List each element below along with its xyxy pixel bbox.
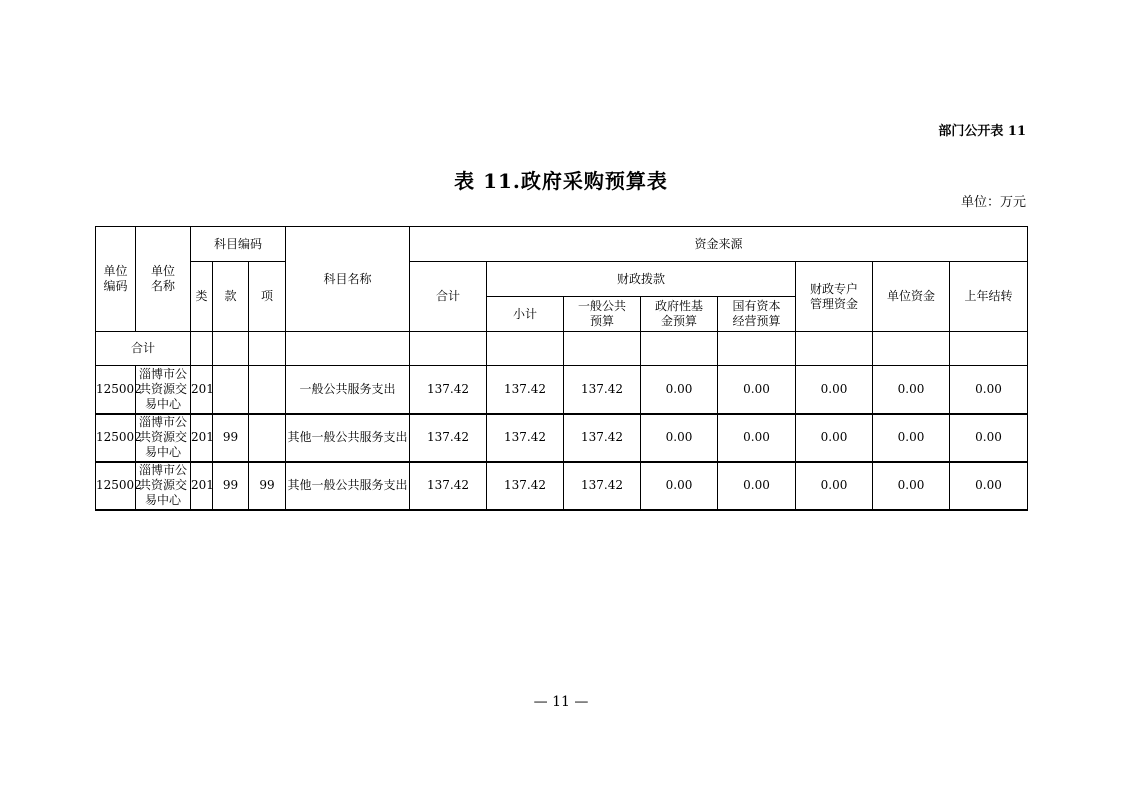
cell-kuan: 99: [213, 462, 249, 510]
header-kuan: 款: [213, 262, 249, 332]
cell-unit-code: 125002: [96, 366, 136, 414]
cell-unit-name: 淄博市公共资源交易中心: [136, 414, 191, 462]
cell-state-capital-budget: 0.00: [718, 414, 796, 462]
cell-unit-funds: 0.00: [873, 462, 950, 510]
cell-lei: 201: [191, 414, 213, 462]
cell-lei: 201: [191, 366, 213, 414]
cell-fiscal-special: 0.00: [796, 366, 873, 414]
cell-kuan: 99: [213, 414, 249, 462]
cell-unit-funds: 0.00: [873, 366, 950, 414]
cell-subtotal: 137.42: [487, 462, 564, 510]
procurement-budget-table: [95, 226, 1028, 511]
cell-carryover: 0.00: [950, 366, 1028, 414]
cell-total: 137.42: [410, 366, 487, 414]
header-unit-funds: 单位资金: [873, 262, 950, 332]
cell-unit-name: 淄博市公共资源交易中心: [136, 462, 191, 510]
header-subject-name: 科目名称: [286, 227, 410, 332]
cell-fiscal-special: 0.00: [796, 414, 873, 462]
cell-xiang: [249, 366, 286, 414]
header-subtotal: 小计: [487, 297, 564, 332]
header-state-capital-budget: 国有资本经营预算: [718, 297, 796, 332]
table-row: [96, 366, 1028, 414]
header-gov-fund-budget: 政府性基金预算: [641, 297, 718, 332]
document-label: 部门公开表 11: [938, 124, 1026, 139]
header-unit-name: 单位名称: [136, 227, 191, 332]
cell-gov-fund-budget: 0.00: [641, 366, 718, 414]
total-row-label: 合计: [96, 332, 191, 366]
cell-total: 137.42: [410, 462, 487, 510]
cell-fiscal-special: 0.00: [796, 462, 873, 510]
cell-gov-fund-budget: 0.00: [641, 414, 718, 462]
cell-gov-fund-budget: 0.00: [641, 462, 718, 510]
header-subject-code: 科目编码: [191, 227, 286, 262]
cell-general-budget: 137.42: [564, 462, 641, 510]
table-row: [96, 462, 1028, 510]
header-fiscal-special: 财政专户管理资金: [796, 262, 873, 332]
cell-state-capital-budget: 0.00: [718, 462, 796, 510]
cell-subject-name: 一般公共服务支出: [286, 366, 410, 414]
cell-unit-funds: 0.00: [873, 414, 950, 462]
header-xiang: 项: [249, 262, 286, 332]
header-total: 合计: [410, 262, 487, 332]
page-title: 表 11.政府采购预算表: [454, 169, 668, 193]
cell-subject-name: 其他一般公共服务支出: [286, 414, 410, 462]
cell-kuan: [213, 366, 249, 414]
cell-carryover: 0.00: [950, 414, 1028, 462]
header-general-budget: 一般公共预算: [564, 297, 641, 332]
cell-general-budget: 137.42: [564, 414, 641, 462]
page-number: — 11 —: [533, 694, 589, 710]
cell-unit-code: 125002: [96, 462, 136, 510]
cell-xiang: 99: [249, 462, 286, 510]
cell-general-budget: 137.42: [564, 366, 641, 414]
cell-total: 137.42: [410, 414, 487, 462]
header-carryover: 上年结转: [950, 262, 1028, 332]
cell-lei: 201: [191, 462, 213, 510]
table-row: [96, 414, 1028, 462]
cell-subtotal: 137.42: [487, 414, 564, 462]
cell-xiang: [249, 414, 286, 462]
header-fund-source: 资金来源: [410, 227, 1028, 262]
cell-subject-name: 其他一般公共服务支出: [286, 462, 410, 510]
header-fiscal-allocation: 财政拨款: [487, 262, 796, 297]
cell-unit-name: 淄博市公共资源交易中心: [136, 366, 191, 414]
cell-subtotal: 137.42: [487, 366, 564, 414]
unit-note: 单位：万元: [960, 195, 1026, 210]
cell-unit-code: 125002: [96, 414, 136, 462]
header-lei: 类: [191, 262, 213, 332]
cell-carryover: 0.00: [950, 462, 1028, 510]
header-unit-code: 单位编码: [96, 227, 136, 332]
cell-state-capital-budget: 0.00: [718, 366, 796, 414]
